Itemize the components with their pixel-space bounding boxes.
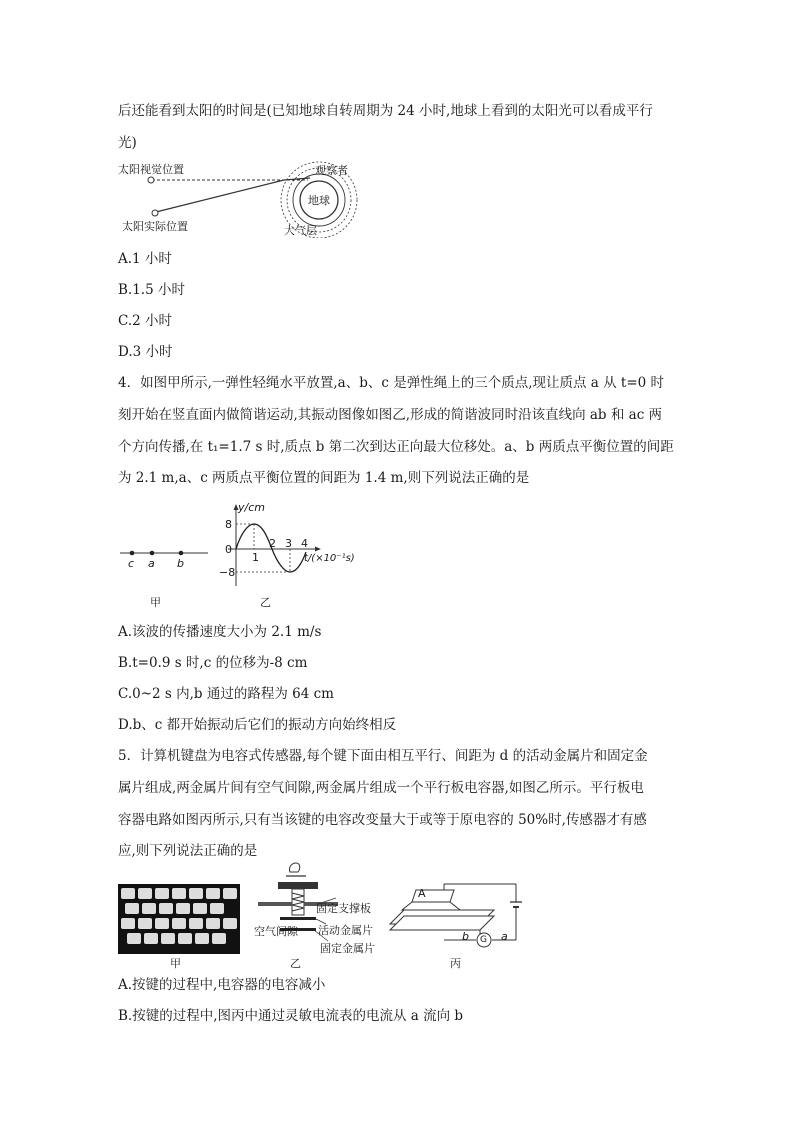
node-a-label: a — [501, 930, 508, 943]
support-plate-label: 固定支撑板 — [316, 902, 371, 915]
q3-text-line2: 光) — [118, 135, 137, 151]
earth-label: 地球 — [308, 194, 330, 207]
y-tick-8: 8 — [225, 518, 232, 531]
q4-option-c: C.0~2 s 内,b 通过的路程为 64 cm — [118, 686, 334, 702]
point-c-label: c — [128, 557, 135, 570]
figure-jia-caption-q5: 甲 — [170, 957, 181, 970]
q5-text-line1: 5．计算机键盘为电容式传感器,每个键下面由相互平行、间距为 d 的活动金属片和固定金 — [118, 748, 648, 764]
point-a-label: a — [148, 557, 155, 570]
q3-figure — [118, 158, 378, 238]
q5-text-line2: 属片组成,两金属片间有空气间隙,两金属片组成一个平行板电容器,如图乙所示。平行板电 — [118, 780, 644, 796]
atmosphere-label: 大气层 — [284, 224, 317, 237]
q5-text-line4: 应,则下列说法正确的是 — [118, 843, 258, 859]
q5-figure-bing — [384, 880, 524, 970]
q4-option-a: A.该波的传播速度大小为 2.1 m/s — [118, 624, 322, 640]
q3-option-a: A.1 小时 — [118, 251, 172, 267]
figure-yi-caption: 乙 — [260, 596, 271, 609]
sun-actual-position-label: 太阳实际位置 — [122, 220, 188, 233]
q5-text-line3: 容器电路如图丙所示,只有当该键的电容改变量大于或等于原电容的 50%时,传感器才有感 — [118, 812, 647, 828]
q4-figure-yi — [218, 500, 368, 610]
q5-figure-yi — [250, 862, 390, 970]
figure-yi-caption-q5: 乙 — [290, 957, 301, 970]
t-axis-label: t/(×10⁻¹s) — [304, 553, 355, 564]
q4-figure-jia — [118, 540, 213, 610]
point-b-label: b — [177, 557, 184, 570]
node-b-label: b — [462, 930, 469, 943]
y-tick-neg8: −8 — [219, 566, 236, 579]
q3-option-d: D.3 小时 — [118, 344, 173, 360]
figure-jia-caption: 甲 — [150, 596, 161, 609]
movable-plate-label: 活动金属片 — [318, 924, 373, 937]
q4-text-line1: 4．如图甲所示,一弹性轻绳水平放置,a、b、c 是弹性绳上的三个质点,现让质点 a 从 t=0 时 — [118, 375, 665, 391]
figure-bing-caption: 丙 — [450, 957, 461, 970]
fixed-plate-label: 固定金属片 — [320, 942, 375, 955]
y-tick-0: 0 — [225, 543, 232, 556]
observer-label: 观察者 — [315, 164, 348, 177]
q4-text-line3: 个方向传播,在 t₁=1.7 s 时,质点 b 第二次到达正向最大位移处。a、b 两质点平衡位置的间距 — [118, 439, 674, 455]
t-tick-3: 3 — [285, 537, 292, 550]
q5-option-b: B.按键的过程中,图丙中通过灵敏电流表的电流从 a 流向 b — [118, 1008, 464, 1024]
key-a-label: A — [418, 887, 426, 900]
q3-option-c: C.2 小时 — [118, 313, 173, 329]
q4-option-d: D.b、c 都开始振动后它们的振动方向始终相反 — [118, 717, 397, 733]
t-tick-2: 2 — [269, 537, 276, 550]
q4-option-b: B.t=0.9 s 时,c 的位移为-8 cm — [118, 655, 308, 671]
q5-option-a: A.按键的过程中,电容器的电容减小 — [118, 977, 326, 993]
y-axis-label: y/cm — [238, 501, 265, 514]
sun-visual-position-label: 太阳视觉位置 — [118, 163, 184, 176]
q3-text-line1: 后还能看到太阳的时间是(已知地球自转周期为 24 小时,地球上看到的太阳光可以看成平行 — [118, 103, 653, 119]
keyboard-photo — [118, 884, 240, 954]
galvanometer-label: G — [480, 935, 487, 945]
q3-option-b: B.1.5 小时 — [118, 282, 185, 298]
q4-text-line4: 为 2.1 m,a、c 两质点平衡位置的间距为 1.4 m,则下列说法正确的是 — [118, 470, 530, 486]
q4-text-line2: 刻开始在竖直面内做简谐运动,其振动图像如图乙,形成的简谐波同时沿该直线向 ab 和 ac 两 — [118, 407, 663, 423]
t-tick-1: 1 — [252, 551, 259, 564]
t-tick-4: 4 — [301, 537, 308, 550]
q5-figure-jia — [118, 884, 240, 970]
air-gap-label: 空气间隙 — [254, 925, 298, 938]
